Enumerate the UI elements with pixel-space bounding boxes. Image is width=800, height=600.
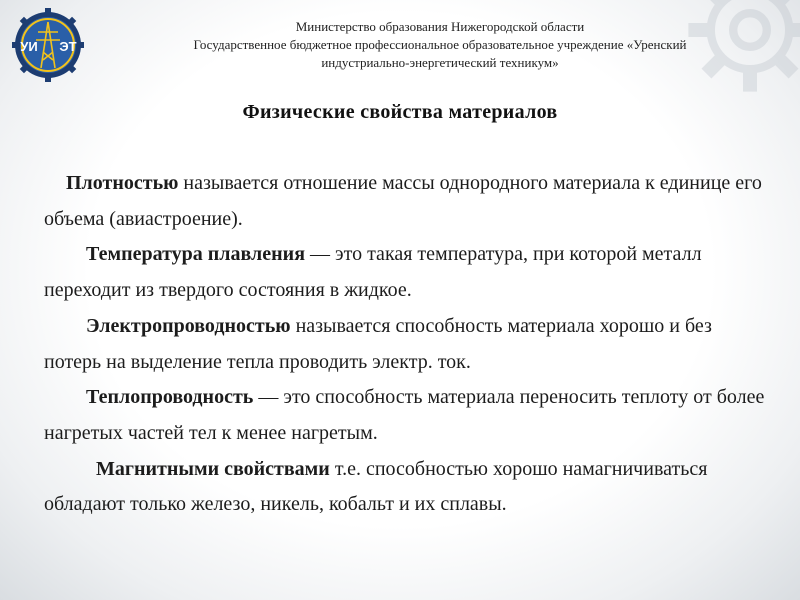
paragraph-conductivity [44, 309, 766, 380]
header [120, 18, 760, 72]
paragraph-melting-point [44, 237, 766, 308]
paragraph-magnetic [44, 452, 766, 523]
definition: называется отношение массы однородного материала к единице его объема (авиастроение). [44, 172, 762, 230]
term: Электропроводностью [86, 314, 291, 337]
logo-text-right: ЭТ [59, 39, 77, 54]
paragraph-thermal-conductivity [44, 380, 766, 451]
term: Теплопроводность [86, 386, 254, 409]
header-institution-cont: индустриально-энергетический техникум» [321, 55, 559, 70]
definition: — это такая температура, при которой металл переходит из твердого состояния в жидкое. [44, 243, 702, 302]
header-ministry: Министерство образования Нижегородской области [295, 19, 585, 34]
content-body [44, 166, 766, 523]
term: Магнитными свойствами [96, 457, 330, 480]
definition: — это способность материала переносить теплоту от более нагретых частей тел к менее нагретым. [44, 386, 765, 444]
definition: называется способность материала хорошо и без потерь на выделение тепла проводить электр. ток. [44, 314, 712, 373]
logo-text-left: УИ [20, 39, 38, 54]
term: Плотностью [66, 172, 179, 194]
definition: т.е. способностью хорошо намагничиваться обладают только железо, никель, кобальт и их сплавы. [44, 457, 708, 516]
college-logo [12, 8, 84, 82]
slide-title: Физические свойства материалов [242, 101, 558, 123]
paragraph-density [44, 166, 766, 237]
term: Температура плавления [86, 243, 306, 266]
header-institution: Государственное бюджетное профессиональное образовательное учреждение «Уренский [193, 37, 687, 52]
